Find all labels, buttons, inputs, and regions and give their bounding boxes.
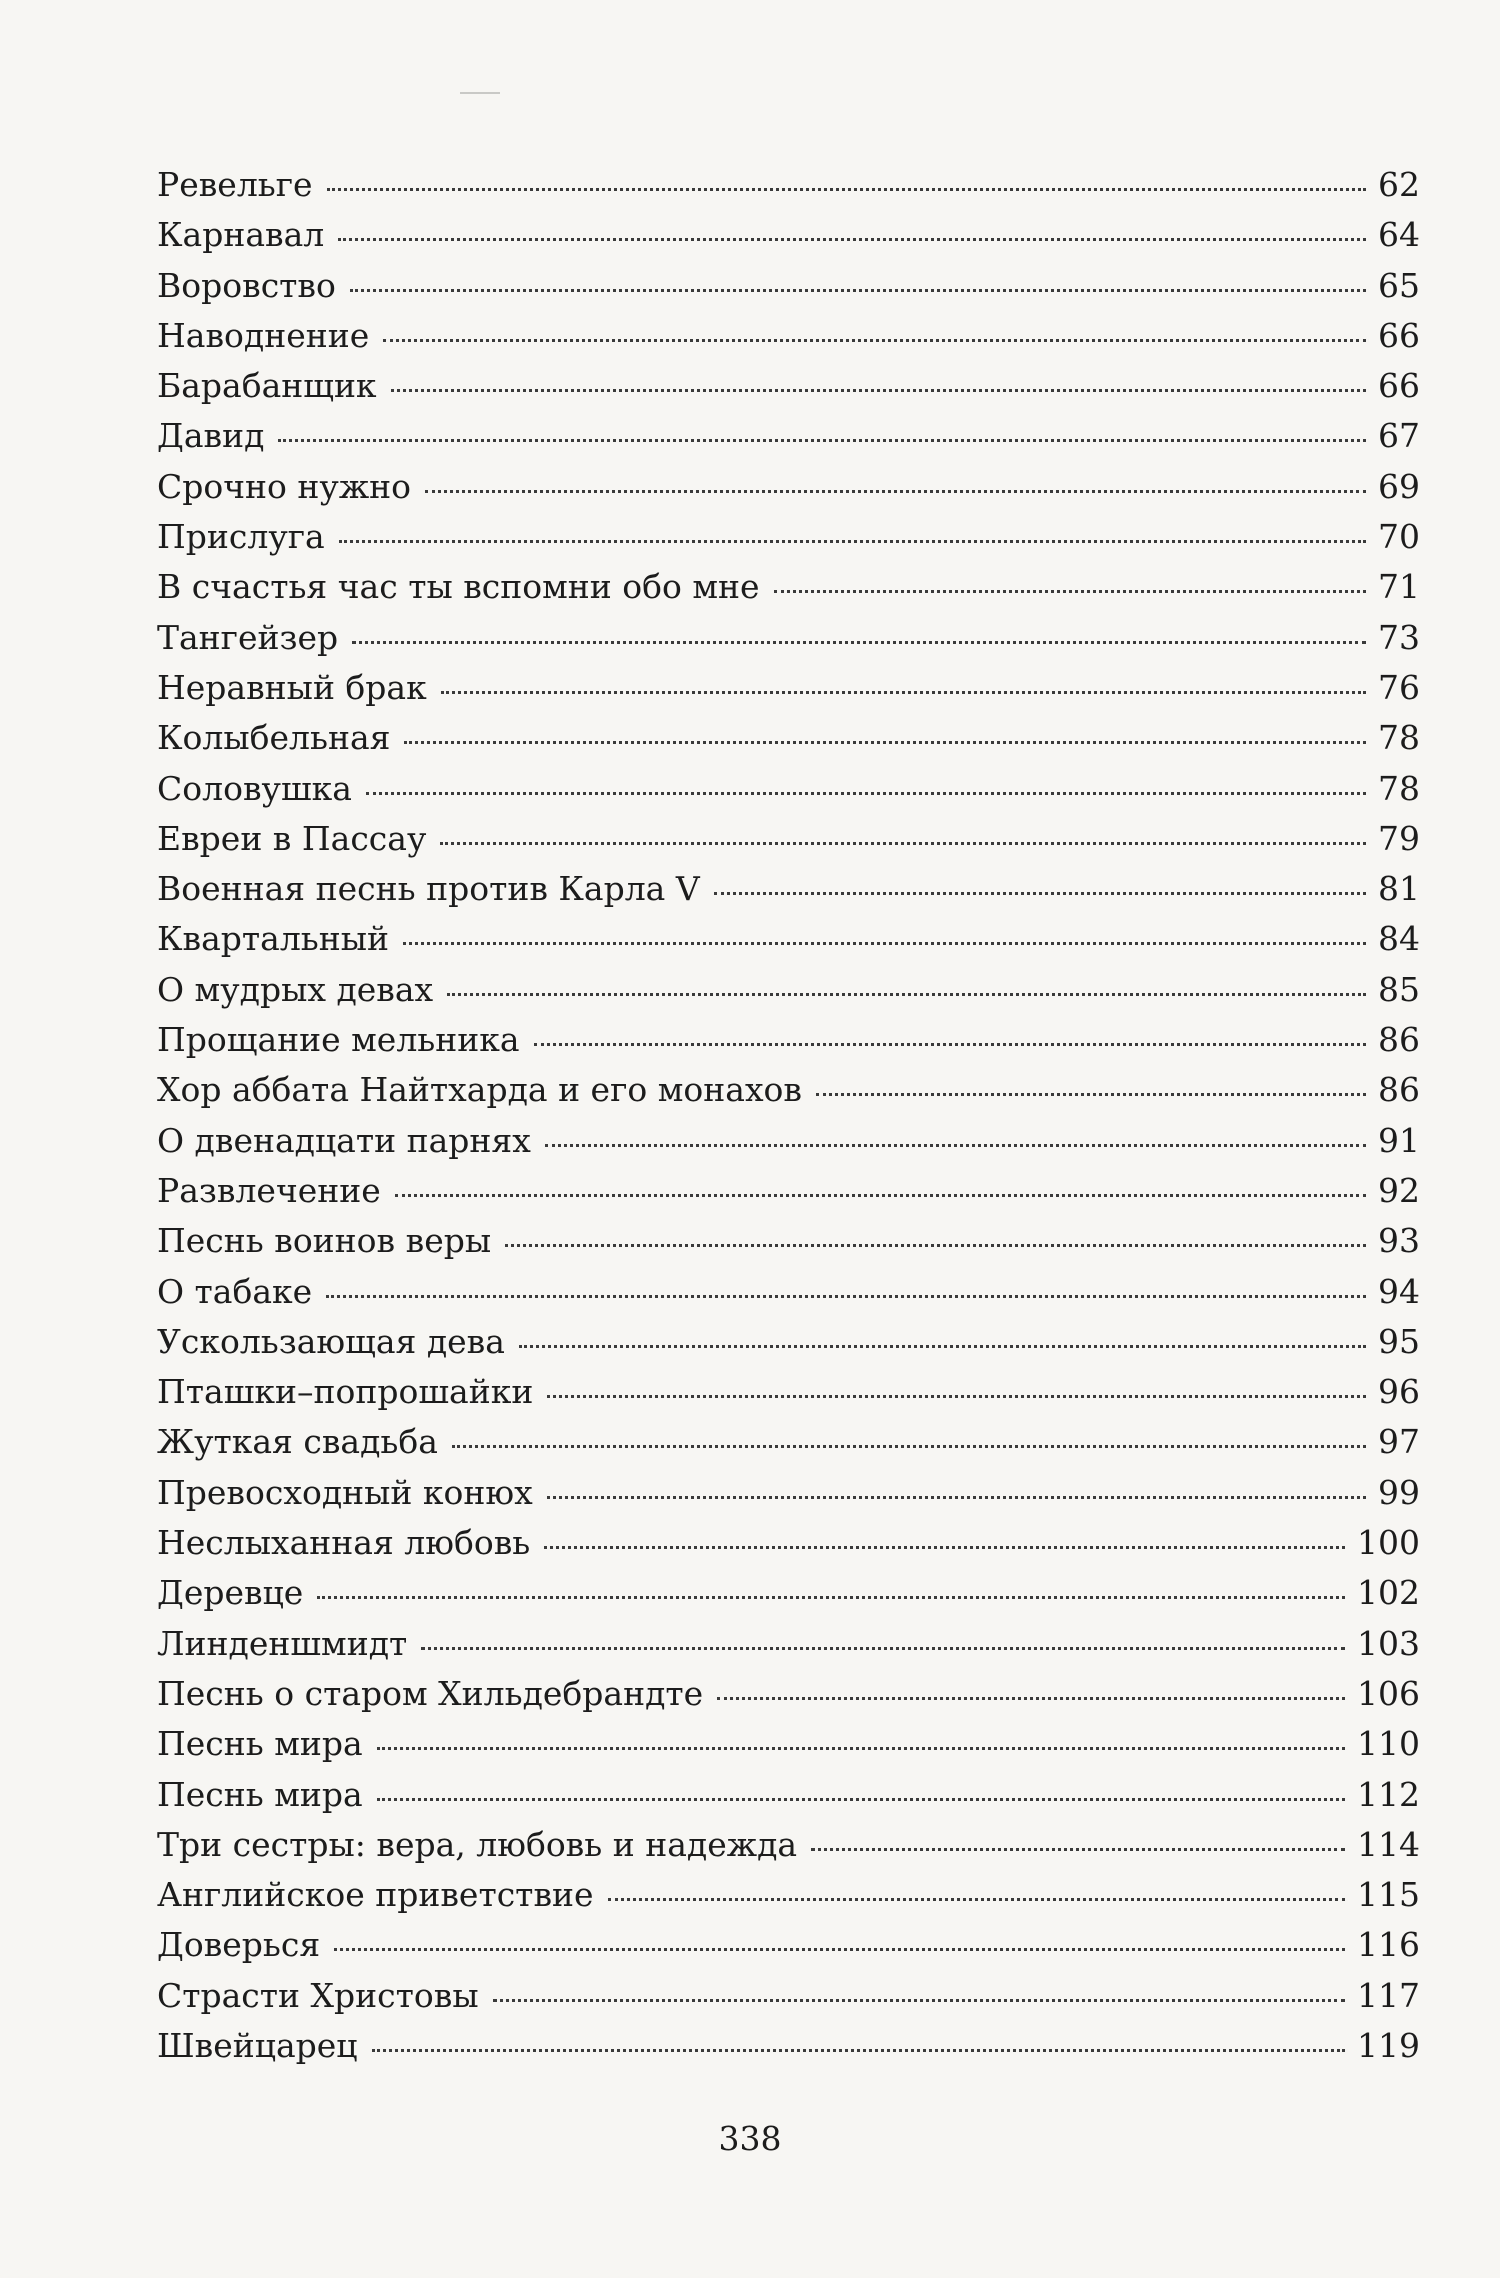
toc-entry-title: Наводнение (157, 315, 370, 355)
dot-leader (352, 641, 1366, 644)
toc-entry (157, 1568, 1420, 1618)
dot-leader (714, 892, 1366, 895)
header-rule (460, 92, 500, 94)
toc-entry-page: 100 (1357, 1523, 1420, 1563)
toc-entry (157, 1619, 1420, 1669)
toc-entry-title: Песнь мира (157, 1774, 363, 1814)
toc-entry-page: 103 (1357, 1623, 1420, 1663)
toc-entry-page: 93 (1378, 1221, 1420, 1261)
toc-entry (157, 914, 1420, 964)
dot-leader (717, 1697, 1345, 1700)
dot-leader (547, 1395, 1366, 1398)
toc-entry-title: Прощание мельника (157, 1020, 520, 1060)
dot-leader (545, 1144, 1366, 1147)
dot-leader (608, 1898, 1345, 1901)
toc-entry (157, 1468, 1420, 1518)
toc-entry-page: 62 (1378, 165, 1420, 204)
toc-entry (157, 1317, 1420, 1367)
toc-entry-page: 66 (1378, 366, 1420, 406)
toc-entry-title: Доверься (157, 1925, 321, 1965)
toc-entry-title: Песнь воинов веры (157, 1221, 492, 1261)
toc-entry (157, 261, 1420, 311)
toc-entry (157, 462, 1420, 512)
dot-leader (425, 490, 1366, 493)
toc-entry (157, 2021, 1420, 2071)
toc-entry-page: 84 (1378, 919, 1420, 959)
toc-entry-title: Хор аббата Найтхарда и его монахов (157, 1070, 802, 1110)
toc-entry (157, 663, 1420, 713)
dot-leader (441, 691, 1366, 694)
dot-leader (505, 1244, 1366, 1247)
dot-leader (440, 842, 1366, 845)
toc-entry (157, 311, 1420, 361)
toc-entry-page: 70 (1378, 517, 1420, 557)
toc-entry (157, 1669, 1420, 1719)
dot-leader (395, 1194, 1366, 1197)
toc-entry (157, 1870, 1420, 1920)
toc-entry-title: Ревельге (157, 165, 313, 204)
toc-entry-title: Английское приветствие (157, 1875, 594, 1915)
toc-entry-page: 73 (1378, 617, 1420, 657)
toc-entry-title: В счастья час ты вспомни обо мне (157, 567, 760, 607)
toc-entry-title: О мудрых девах (157, 969, 434, 1009)
toc-entry-page: 119 (1357, 2025, 1420, 2065)
dot-leader (317, 1596, 1345, 1599)
dot-leader (339, 540, 1366, 543)
toc-entry-title: Давид (157, 416, 265, 456)
toc-entry (157, 1820, 1420, 1870)
toc-entry-title: Евреи в Пассау (157, 818, 427, 858)
dot-leader (391, 389, 1366, 392)
toc-entry-page: 66 (1378, 315, 1420, 355)
table-of-contents (157, 160, 1420, 2071)
dot-leader (493, 1999, 1345, 2002)
toc-entry-title: Срочно нужно (157, 466, 412, 506)
toc-entry-title: Тангейзер (157, 617, 339, 657)
toc-entry-page: 96 (1378, 1372, 1420, 1412)
toc-entry-page: 114 (1357, 1824, 1420, 1864)
dot-leader (403, 942, 1366, 945)
toc-entry-page: 79 (1378, 818, 1420, 858)
toc-entry-page: 95 (1378, 1321, 1420, 1361)
toc-entry (157, 965, 1420, 1015)
dot-leader (404, 741, 1366, 744)
toc-entry-title: Развлечение (157, 1170, 381, 1210)
dot-leader (350, 289, 1366, 292)
toc-entry-page: 106 (1357, 1673, 1420, 1713)
dot-leader (334, 1948, 1345, 1951)
toc-entry-title: Деревце (157, 1573, 304, 1613)
toc-entry (157, 613, 1420, 663)
toc-entry-title: Неслыханная любовь (157, 1523, 531, 1563)
toc-entry-title: Неравный брак (157, 667, 427, 707)
toc-entry-title: Карнавал (157, 215, 325, 255)
toc-entry-page: 92 (1378, 1170, 1420, 1210)
toc-entry-title: Барабанщик (157, 366, 377, 406)
toc-entry (157, 1417, 1420, 1467)
toc-entry-page: 69 (1378, 466, 1420, 506)
dot-leader (421, 1647, 1345, 1650)
dot-leader (544, 1546, 1345, 1549)
toc-entry (157, 160, 1420, 210)
toc-entry (157, 361, 1420, 411)
toc-entry-title: Страсти Христовы (157, 1975, 479, 2015)
toc-entry (157, 1267, 1420, 1317)
dot-leader (366, 792, 1366, 795)
toc-entry-page: 91 (1378, 1120, 1420, 1160)
toc-entry (157, 1518, 1420, 1568)
dot-leader (774, 590, 1366, 593)
toc-entry (157, 1065, 1420, 1115)
toc-entry-title: Соловушка (157, 768, 352, 808)
toc-entry (157, 1719, 1420, 1769)
toc-entry-page: 97 (1378, 1422, 1420, 1462)
dot-leader (377, 1798, 1345, 1801)
dot-leader (452, 1445, 1366, 1448)
dot-leader (377, 1747, 1345, 1750)
toc-entry-page: 117 (1357, 1975, 1420, 2015)
toc-entry-page: 116 (1357, 1925, 1420, 1965)
toc-entry-page: 115 (1357, 1875, 1420, 1915)
dot-leader (372, 2049, 1345, 2052)
toc-entry (157, 1971, 1420, 2021)
dot-leader (383, 339, 1366, 342)
toc-entry-title: О табаке (157, 1271, 313, 1311)
toc-entry-page: 99 (1378, 1472, 1420, 1512)
toc-entry (157, 210, 1420, 260)
toc-entry-page: 94 (1378, 1271, 1420, 1311)
toc-entry-title: Швейцарец (157, 2025, 358, 2065)
toc-entry-page: 102 (1357, 1573, 1420, 1613)
toc-entry-title: О двенадцати парнях (157, 1120, 531, 1160)
toc-entry-page: 71 (1378, 567, 1420, 607)
toc-entry-page: 65 (1378, 265, 1420, 305)
toc-entry-title: Превосходный конюх (157, 1472, 533, 1512)
toc-entry (157, 1770, 1420, 1820)
toc-entry-title: Воровство (157, 265, 336, 305)
toc-entry-page: 81 (1378, 869, 1420, 909)
toc-entry-title: Жуткая свадьба (157, 1422, 438, 1462)
dot-leader (278, 439, 1366, 442)
toc-entry-title: Линденшмидт (157, 1623, 408, 1663)
dot-leader (338, 238, 1366, 241)
toc-entry (157, 1166, 1420, 1216)
toc-entry (157, 1367, 1420, 1417)
toc-entry-title: Квартальный (157, 919, 390, 959)
toc-entry-page: 86 (1378, 1020, 1420, 1060)
dot-leader (811, 1848, 1345, 1851)
dot-leader (816, 1093, 1366, 1096)
toc-entry (157, 864, 1420, 914)
toc-entry-title: Колыбельная (157, 718, 391, 758)
toc-entry (157, 1015, 1420, 1065)
toc-entry-title: Военная песнь против Карла V (157, 869, 700, 909)
toc-entry-page: 110 (1357, 1724, 1420, 1764)
toc-entry-page: 78 (1378, 768, 1420, 808)
toc-entry (157, 411, 1420, 461)
dot-leader (327, 188, 1366, 191)
dot-leader (519, 1345, 1366, 1348)
toc-entry (157, 814, 1420, 864)
toc-entry-title: Песнь о старом Хильдебрандте (157, 1673, 704, 1713)
toc-entry-page: 86 (1378, 1070, 1420, 1110)
dot-leader (447, 993, 1366, 996)
toc-entry (157, 1216, 1420, 1266)
toc-entry-page: 64 (1378, 215, 1420, 255)
toc-entry (157, 764, 1420, 814)
toc-entry-title: Ускользающая дева (157, 1321, 505, 1361)
page-number: 338 (718, 2119, 782, 2158)
toc-entry-page: 67 (1378, 416, 1420, 456)
dot-leader (534, 1043, 1366, 1046)
toc-entry-title: Прислуга (157, 517, 325, 557)
dot-leader (547, 1496, 1366, 1499)
toc-entry (157, 512, 1420, 562)
toc-entry (157, 1920, 1420, 1970)
toc-entry (157, 562, 1420, 612)
toc-entry-page: 78 (1378, 718, 1420, 758)
toc-entry-page: 85 (1378, 969, 1420, 1009)
toc-entry-title: Песнь мира (157, 1724, 363, 1764)
toc-entry-page: 76 (1378, 667, 1420, 707)
dot-leader (326, 1295, 1366, 1298)
toc-entry (157, 1116, 1420, 1166)
toc-entry-page: 112 (1357, 1774, 1420, 1814)
toc-entry-title: Пташки–попрошайки (157, 1372, 534, 1412)
toc-entry (157, 713, 1420, 763)
toc-entry-title: Три сестры: вера, любовь и надежда (157, 1824, 798, 1864)
